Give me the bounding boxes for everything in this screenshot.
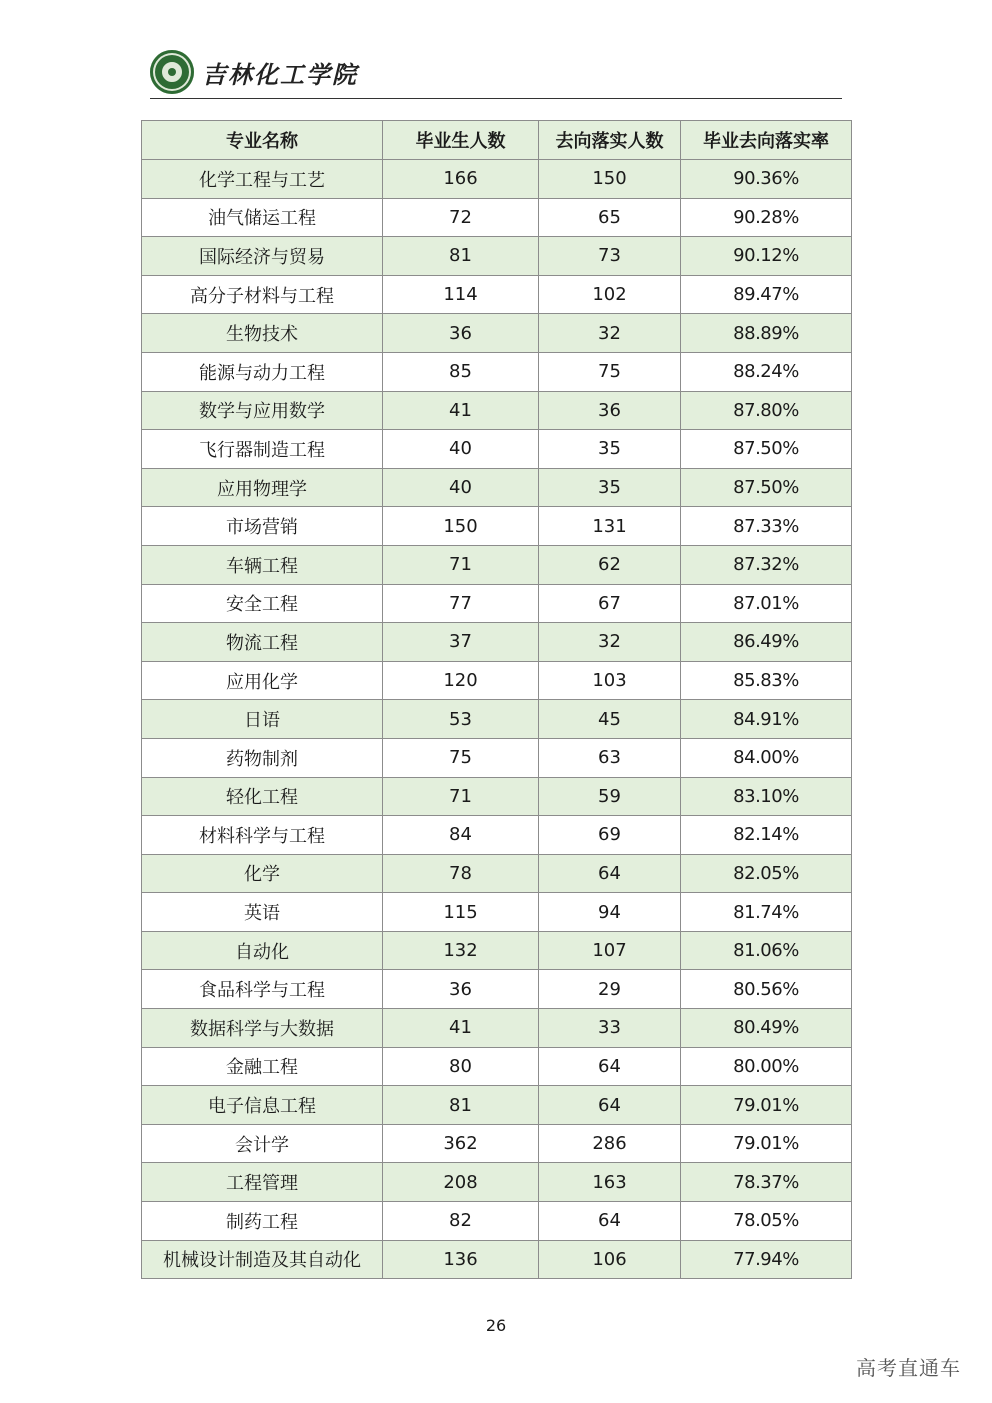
table-row (142, 1047, 852, 1086)
table-row (142, 700, 852, 739)
table-row (142, 661, 852, 700)
cell-graduates: 82 (383, 1202, 539, 1241)
table-row (142, 777, 852, 816)
cell-graduates: 81 (383, 237, 539, 276)
column-header-graduates: 毕业生人数 (383, 121, 539, 160)
table-row (142, 970, 852, 1009)
cell-graduates: 115 (383, 893, 539, 932)
cell-placed: 32 (539, 314, 681, 353)
cell-major: 应用物理学 (142, 468, 383, 507)
cell-placed: 107 (539, 931, 681, 970)
cell-major: 英语 (142, 893, 383, 932)
cell-graduates: 77 (383, 584, 539, 623)
table-row (142, 584, 852, 623)
cell-rate: 77.94% (681, 1240, 852, 1279)
table-row (142, 893, 852, 932)
cell-graduates: 75 (383, 738, 539, 777)
cell-rate: 87.50% (681, 430, 852, 469)
header-divider (150, 98, 842, 99)
table-row (142, 931, 852, 970)
table-row (142, 1086, 852, 1125)
cell-major: 药物制剂 (142, 738, 383, 777)
column-header-rate: 毕业去向落实率 (681, 121, 852, 160)
cell-placed: 94 (539, 893, 681, 932)
table-row (142, 1240, 852, 1279)
cell-rate: 79.01% (681, 1086, 852, 1125)
table-row (142, 816, 852, 855)
page-header (150, 48, 358, 96)
cell-placed: 64 (539, 1086, 681, 1125)
cell-placed: 33 (539, 1009, 681, 1048)
column-header-placed: 去向落实人数 (539, 121, 681, 160)
cell-graduates: 136 (383, 1240, 539, 1279)
table-row (142, 275, 852, 314)
school-name: 吉林化工学院 (202, 59, 358, 89)
cell-graduates: 166 (383, 160, 539, 199)
cell-graduates: 71 (383, 777, 539, 816)
cell-rate: 90.36% (681, 160, 852, 199)
cell-graduates: 36 (383, 970, 539, 1009)
table-row (142, 854, 852, 893)
cell-graduates: 41 (383, 391, 539, 430)
cell-major: 会计学 (142, 1124, 383, 1163)
cell-placed: 286 (539, 1124, 681, 1163)
cell-rate: 78.37% (681, 1163, 852, 1202)
cell-graduates: 80 (383, 1047, 539, 1086)
table-row (142, 314, 852, 353)
cell-placed: 35 (539, 468, 681, 507)
cell-major: 飞行器制造工程 (142, 430, 383, 469)
table-row (142, 1163, 852, 1202)
page-number: 26 (485, 1316, 507, 1335)
cell-rate: 88.89% (681, 314, 852, 353)
cell-rate: 82.05% (681, 854, 852, 893)
cell-placed: 63 (539, 738, 681, 777)
table-row (142, 738, 852, 777)
cell-placed: 29 (539, 970, 681, 1009)
cell-graduates: 81 (383, 1086, 539, 1125)
cell-major: 生物技术 (142, 314, 383, 353)
table-body (142, 160, 852, 1279)
cell-major: 物流工程 (142, 623, 383, 662)
cell-placed: 59 (539, 777, 681, 816)
cell-graduates: 37 (383, 623, 539, 662)
table-row (142, 160, 852, 199)
cell-graduates: 53 (383, 700, 539, 739)
table-row (142, 507, 852, 546)
cell-graduates: 40 (383, 468, 539, 507)
cell-graduates: 85 (383, 352, 539, 391)
cell-placed: 75 (539, 352, 681, 391)
table-row (142, 430, 852, 469)
cell-major: 食品科学与工程 (142, 970, 383, 1009)
cell-placed: 35 (539, 430, 681, 469)
cell-placed: 45 (539, 700, 681, 739)
cell-major: 数学与应用数学 (142, 391, 383, 430)
school-logo (150, 50, 194, 94)
cell-major: 机械设计制造及其自动化 (142, 1240, 383, 1279)
column-header-major: 专业名称 (142, 121, 383, 160)
cell-placed: 69 (539, 816, 681, 855)
cell-major: 化学 (142, 854, 383, 893)
cell-rate: 90.28% (681, 198, 852, 237)
cell-rate: 80.49% (681, 1009, 852, 1048)
cell-major: 安全工程 (142, 584, 383, 623)
cell-graduates: 150 (383, 507, 539, 546)
cell-placed: 32 (539, 623, 681, 662)
cell-rate: 84.00% (681, 738, 852, 777)
cell-placed: 102 (539, 275, 681, 314)
cell-graduates: 71 (383, 545, 539, 584)
table-row (142, 1124, 852, 1163)
cell-major: 车辆工程 (142, 545, 383, 584)
cell-placed: 65 (539, 198, 681, 237)
cell-major: 高分子材料与工程 (142, 275, 383, 314)
cell-graduates: 41 (383, 1009, 539, 1048)
cell-placed: 103 (539, 661, 681, 700)
cell-major: 化学工程与工艺 (142, 160, 383, 199)
table-row (142, 352, 852, 391)
cell-rate: 87.80% (681, 391, 852, 430)
cell-rate: 87.01% (681, 584, 852, 623)
cell-rate: 88.24% (681, 352, 852, 391)
cell-rate: 89.47% (681, 275, 852, 314)
cell-rate: 84.91% (681, 700, 852, 739)
cell-graduates: 36 (383, 314, 539, 353)
cell-graduates: 40 (383, 430, 539, 469)
cell-rate: 90.12% (681, 237, 852, 276)
cell-graduates: 114 (383, 275, 539, 314)
cell-major: 工程管理 (142, 1163, 383, 1202)
cell-rate: 81.74% (681, 893, 852, 932)
employment-table (141, 120, 852, 1279)
cell-placed: 64 (539, 1047, 681, 1086)
cell-rate: 86.49% (681, 623, 852, 662)
cell-rate: 87.32% (681, 545, 852, 584)
logo-center (168, 68, 176, 76)
cell-placed: 36 (539, 391, 681, 430)
cell-rate: 80.00% (681, 1047, 852, 1086)
cell-graduates: 84 (383, 816, 539, 855)
cell-placed: 62 (539, 545, 681, 584)
cell-rate: 83.10% (681, 777, 852, 816)
cell-major: 制药工程 (142, 1202, 383, 1241)
cell-placed: 73 (539, 237, 681, 276)
cell-placed: 64 (539, 1202, 681, 1241)
cell-major: 数据科学与大数据 (142, 1009, 383, 1048)
cell-graduates: 362 (383, 1124, 539, 1163)
cell-major: 国际经济与贸易 (142, 237, 383, 276)
cell-major: 市场营销 (142, 507, 383, 546)
table-row (142, 1009, 852, 1048)
table-row (142, 1202, 852, 1241)
cell-major: 轻化工程 (142, 777, 383, 816)
cell-rate: 78.05% (681, 1202, 852, 1241)
cell-major: 日语 (142, 700, 383, 739)
header-row (142, 121, 852, 160)
cell-placed: 150 (539, 160, 681, 199)
cell-graduates: 72 (383, 198, 539, 237)
cell-major: 金融工程 (142, 1047, 383, 1086)
cell-placed: 131 (539, 507, 681, 546)
cell-graduates: 120 (383, 661, 539, 700)
cell-placed: 163 (539, 1163, 681, 1202)
cell-placed: 106 (539, 1240, 681, 1279)
table-row (142, 237, 852, 276)
watermark: 高考直通车 (856, 1356, 961, 1380)
cell-graduates: 132 (383, 931, 539, 970)
cell-major: 电子信息工程 (142, 1086, 383, 1125)
cell-rate: 85.83% (681, 661, 852, 700)
cell-major: 自动化 (142, 931, 383, 970)
table-row (142, 623, 852, 662)
cell-rate: 87.50% (681, 468, 852, 507)
cell-rate: 80.56% (681, 970, 852, 1009)
cell-major: 油气储运工程 (142, 198, 383, 237)
table-row (142, 391, 852, 430)
cell-rate: 81.06% (681, 931, 852, 970)
cell-major: 应用化学 (142, 661, 383, 700)
cell-major: 能源与动力工程 (142, 352, 383, 391)
table-header (142, 121, 852, 160)
cell-graduates: 78 (383, 854, 539, 893)
cell-placed: 64 (539, 854, 681, 893)
cell-rate: 82.14% (681, 816, 852, 855)
cell-graduates: 208 (383, 1163, 539, 1202)
table-row (142, 468, 852, 507)
cell-major: 材料科学与工程 (142, 816, 383, 855)
table-row (142, 545, 852, 584)
cell-rate: 79.01% (681, 1124, 852, 1163)
table-row (142, 198, 852, 237)
cell-rate: 87.33% (681, 507, 852, 546)
cell-placed: 67 (539, 584, 681, 623)
